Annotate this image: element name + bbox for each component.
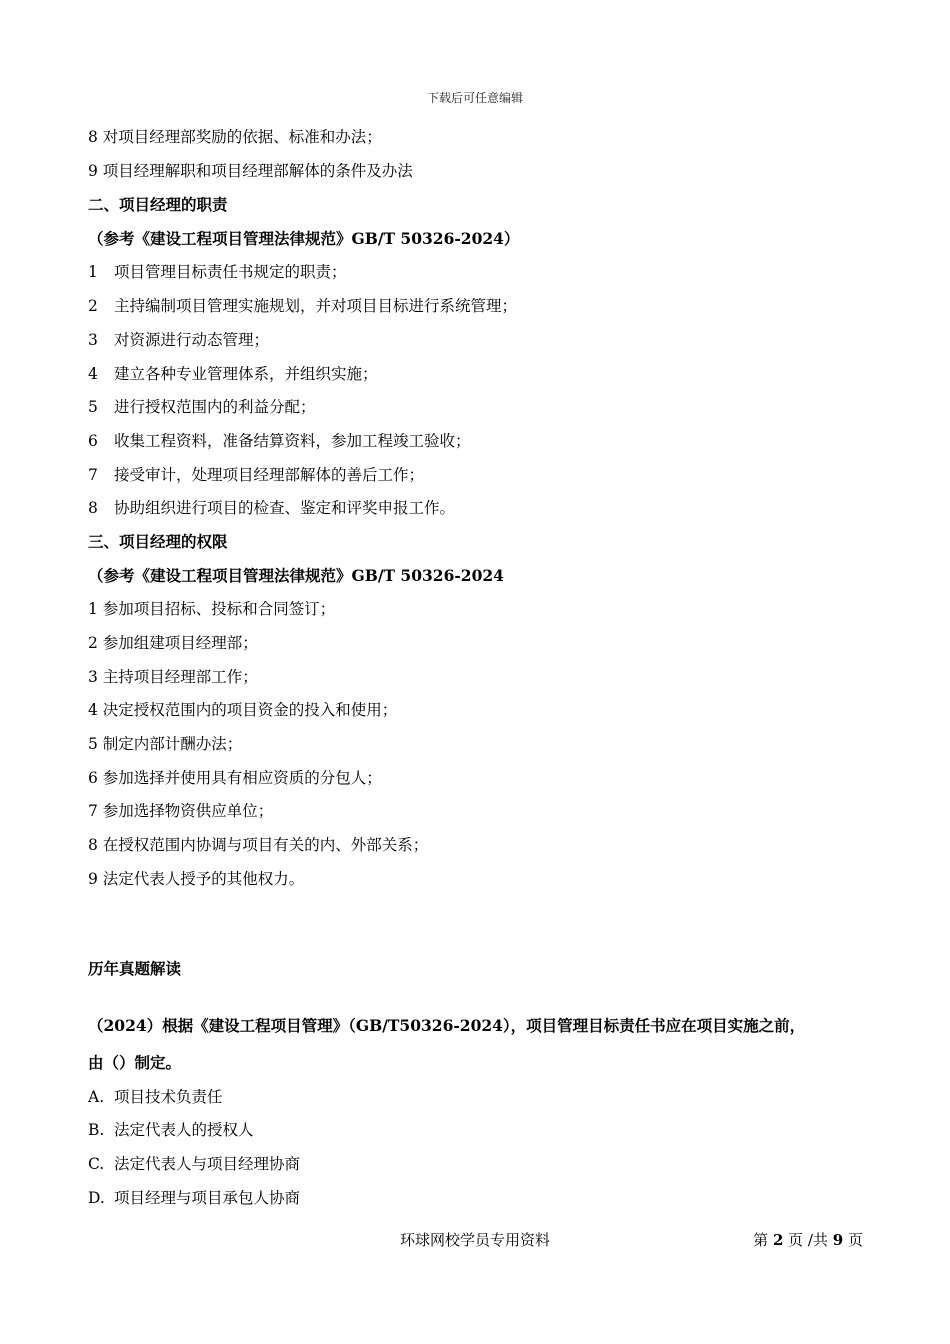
page-number: 第 2 页 /共 9 页 bbox=[753, 1231, 863, 1249]
answer-option-c: C. 法定代表人与项目经理协商 bbox=[88, 1155, 301, 1173]
intro-item: 9 项目经理解职和项目经理部解体的条件及办法 bbox=[88, 162, 413, 180]
exam-question-line-1: （2024）根据《建设工程项目管理》（GB/T50326-2024），项目管理目标责任书应在项目实施之前， bbox=[88, 1016, 806, 1035]
authority-item: 8 在授权范围内协调与项目有关的内、外部关系； bbox=[88, 836, 429, 854]
duty-item: 6 收集工程资料，准备结算资料，参加工程竣工验收； bbox=[88, 432, 471, 450]
duty-item: 2 主持编制项目管理实施规划，并对项目目标进行系统管理； bbox=[88, 297, 518, 315]
exam-question-line-2: 由（）制定。 bbox=[88, 1053, 182, 1072]
footer-note: 环球网校学员专用资料 bbox=[399, 1231, 550, 1249]
duty-item: 5 进行授权范围内的利益分配； bbox=[88, 398, 316, 416]
authority-item: 3 主持项目经理部工作； bbox=[88, 668, 258, 686]
duty-item: 3 对资源进行动态管理； bbox=[88, 331, 270, 349]
answer-option-a: A. 项目技术负责任 bbox=[88, 1088, 223, 1106]
section-3-reference: （参考《建设工程项目管理法律规范》GB/T 50326-2024 bbox=[88, 566, 504, 585]
authority-item: 5 制定内部计酬办法； bbox=[88, 735, 243, 753]
authority-item: 4 决定授权范围内的项目资金的投入和使用； bbox=[88, 701, 398, 719]
duty-item: 7 接受审计，处理项目经理部解体的善后工作； bbox=[88, 466, 425, 484]
intro-item: 8 对项目经理部奖励的依据、标准和办法； bbox=[88, 128, 382, 146]
authority-item: 6 参加选择并使用具有相应资质的分包人； bbox=[88, 769, 382, 787]
section-2-title: 二、项目经理的职责 bbox=[88, 195, 228, 214]
duty-item: 4 建立各种专业管理体系，并组织实施； bbox=[88, 365, 378, 383]
answer-option-d: D. 项目经理与项目承包人协商 bbox=[88, 1189, 301, 1207]
duty-item: 8 协助组织进行项目的检查、鉴定和评奖申报工作。 bbox=[88, 499, 456, 517]
authority-item: 7 参加选择物资供应单位； bbox=[88, 802, 274, 820]
authority-item: 1 参加项目招标、投标和合同签订； bbox=[88, 600, 336, 618]
page-header: 下载后可任意编辑 bbox=[426, 91, 523, 105]
section-2-reference: （参考《建设工程项目管理法律规范》GB/T 50326-2024） bbox=[88, 229, 520, 248]
authority-item: 2 参加组建项目经理部； bbox=[88, 634, 258, 652]
section-3-title: 三、项目经理的权限 bbox=[88, 532, 228, 551]
exam-section-title: 历年真题解读 bbox=[88, 959, 182, 978]
authority-item: 9 法定代表人授予的其他权力。 bbox=[88, 870, 305, 888]
answer-option-b: B. 法定代表人的授权人 bbox=[88, 1121, 254, 1139]
duty-item: 1 项目管理目标责任书规定的职责； bbox=[88, 263, 347, 281]
